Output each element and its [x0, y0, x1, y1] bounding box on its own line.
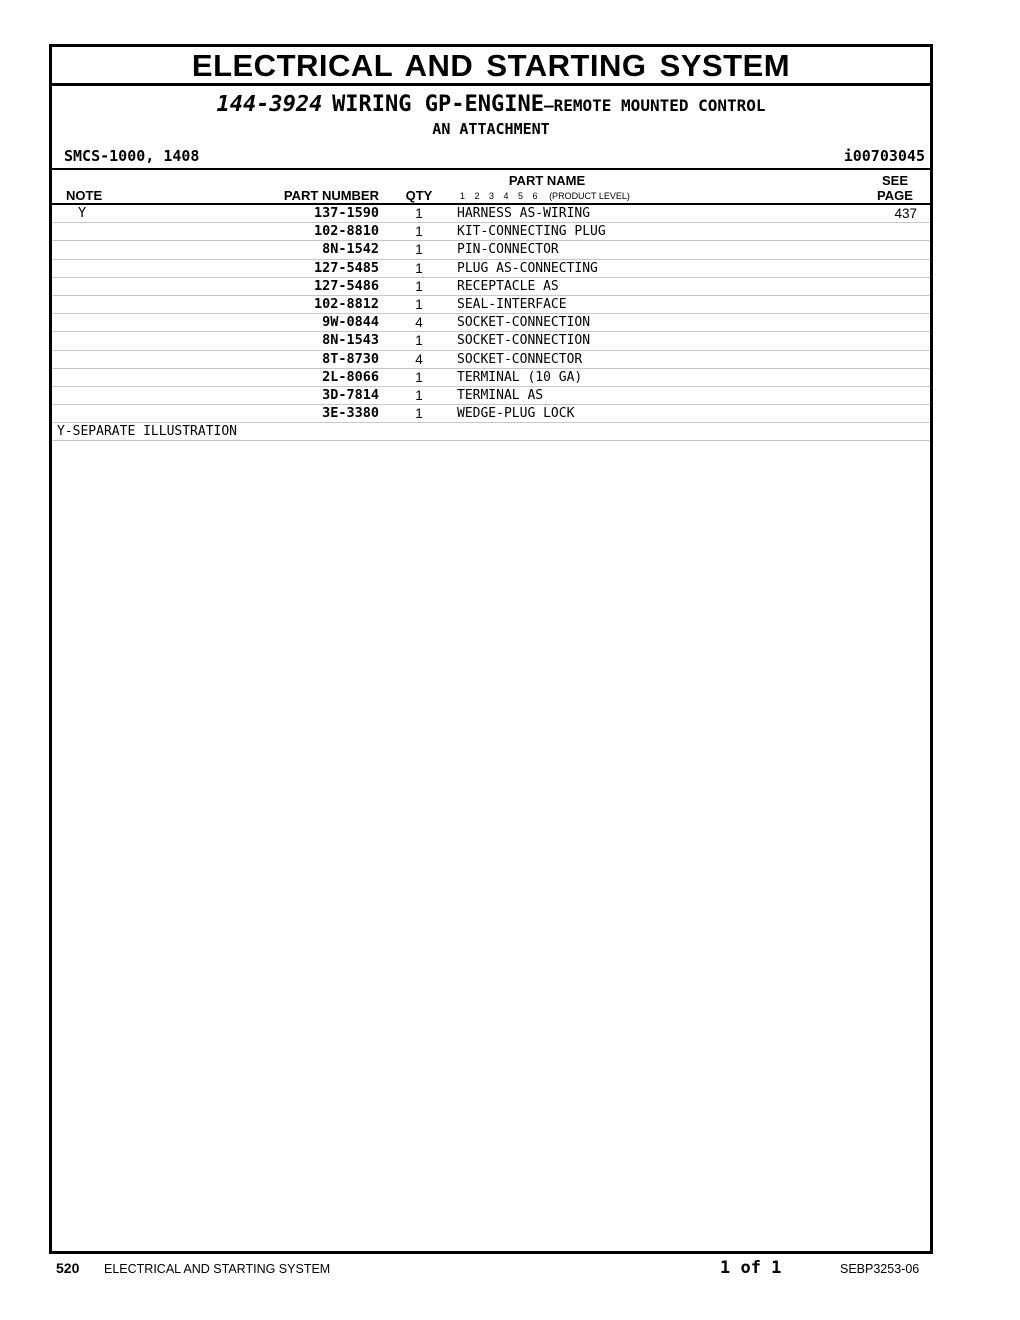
qty-cell: 1: [415, 369, 423, 385]
table-row: [52, 332, 930, 350]
group-description: —REMOTE MOUNTED CONTROL: [543, 96, 766, 115]
part-name-cell: SEAL-INTERFACE: [457, 296, 567, 312]
part-number-cell: 3D-7814: [322, 386, 379, 403]
table-row: [52, 387, 930, 405]
part-name-cell: WEDGE-PLUG LOCK: [457, 406, 575, 422]
table-row: [52, 241, 930, 259]
table-row: [52, 369, 930, 387]
table-row: [52, 296, 930, 314]
qty-cell: 4: [415, 351, 423, 367]
part-name-cell: RECEPTACLE AS: [457, 278, 559, 294]
column-header-qty: QTY: [405, 188, 433, 203]
part-number-cell: 9W-0844: [322, 314, 379, 331]
qty-cell: 1: [415, 296, 423, 312]
part-name-cell: TERMINAL AS: [457, 387, 544, 403]
qty-cell: 1: [415, 206, 423, 221]
part-number-cell: 3E-3380: [322, 405, 379, 422]
part-name-cell: TERMINAL (10 GA): [457, 369, 583, 385]
product-level-label: (PRODUCT LEVEL): [549, 191, 630, 201]
part-number-cell: 137-1590: [313, 205, 379, 221]
table-row: [52, 314, 930, 332]
table-row: [52, 205, 930, 223]
group-number: 144-3924: [216, 92, 323, 117]
part-name-cell: SOCKET-CONNECTION: [457, 333, 591, 349]
page-number: 520: [56, 1260, 80, 1276]
part-number-cell: 127-5486: [313, 277, 379, 294]
footnote: Y-SEPARATE ILLUSTRATION: [57, 424, 238, 440]
table-row: [52, 260, 930, 278]
header-divider: [52, 168, 930, 170]
column-header-note: NOTE: [66, 188, 103, 203]
see-page-line-1: SEE: [881, 173, 908, 188]
part-number-cell: 102-8812: [313, 295, 379, 312]
qty-cell: 1: [415, 387, 423, 403]
part-name-cell: KIT-CONNECTING PLUG: [457, 224, 606, 240]
see-page-cell: 437: [894, 206, 917, 221]
footnote-row: [52, 423, 930, 441]
footer-section-title: ELECTRICAL AND STARTING SYSTEM: [104, 1262, 331, 1276]
part-name-cell: PIN-CONNECTOR: [457, 242, 559, 258]
part-name-cell: PLUG AS-CONNECTING: [457, 260, 598, 276]
part-number-cell: 8N-1542: [322, 241, 379, 258]
part-number-cell: 102-8810: [313, 223, 379, 240]
part-number-cell: 2L-8066: [322, 368, 379, 385]
product-level-numbers: 1 2 3 4 5 6: [460, 191, 538, 201]
group-subtitle: AN ATTACHMENT: [432, 120, 550, 138]
column-header-part-number: PART NUMBER: [283, 188, 379, 203]
qty-cell: 1: [415, 224, 423, 240]
table-row: [52, 278, 930, 296]
parts-page-frame: [49, 44, 933, 1254]
column-header-product-levels: [460, 191, 630, 201]
qty-cell: 1: [415, 242, 423, 258]
table-row: [52, 405, 930, 423]
table-row: [52, 351, 930, 369]
column-header-see-page: [867, 173, 923, 203]
section-title: ELECTRICAL AND STARTING SYSTEM: [52, 47, 930, 86]
qty-cell: 1: [415, 260, 423, 276]
group-name: WIRING GP-ENGINE: [332, 92, 544, 117]
column-header-part-name: PART NAME: [508, 173, 586, 188]
table-row: [52, 223, 930, 241]
parts-table: [52, 205, 930, 441]
part-name-cell: HARNESS AS-WIRING: [457, 206, 591, 221]
smcs-codes: SMCS-1000, 1408: [64, 147, 200, 165]
part-name-cell: SOCKET-CONNECTION: [457, 315, 591, 331]
note-cell: Y: [78, 205, 87, 221]
page-of-count: 1 of 1: [720, 1258, 782, 1278]
document-number: SEBP3253-06: [840, 1262, 920, 1276]
document-id: i00703045: [843, 147, 925, 165]
part-number-cell: 8T-8730: [322, 350, 379, 367]
qty-cell: 1: [415, 333, 423, 349]
group-title: [52, 93, 930, 118]
part-number-cell: 8N-1543: [322, 332, 379, 349]
page-footer: [0, 1258, 1020, 1282]
see-page-line-2: PAGE: [877, 188, 913, 203]
qty-cell: 4: [415, 315, 423, 331]
part-name-cell: SOCKET-CONNECTOR: [457, 351, 583, 367]
part-number-cell: 127-5485: [313, 259, 379, 276]
qty-cell: 1: [415, 278, 423, 294]
qty-cell: 1: [415, 406, 423, 422]
